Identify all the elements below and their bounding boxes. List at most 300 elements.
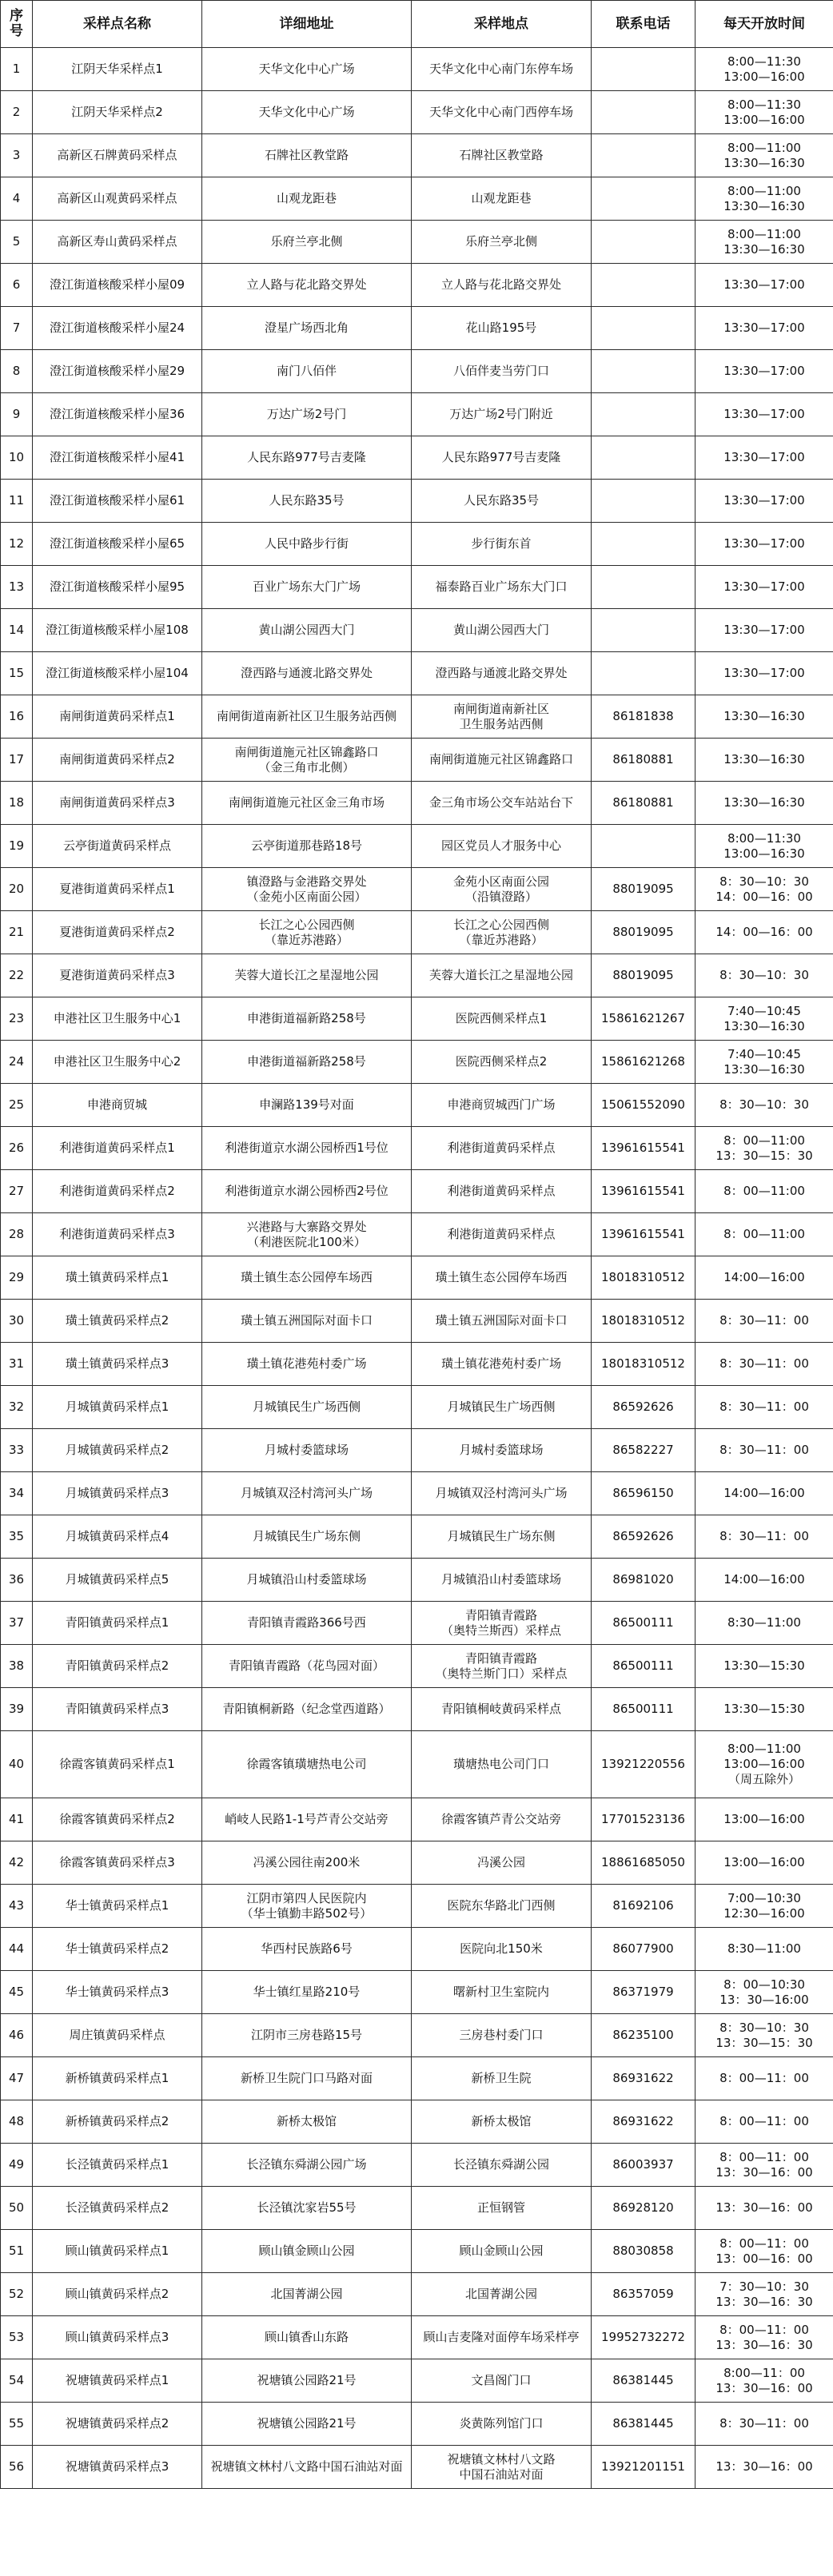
cell-site-name: 夏港街道黄码采样点3 — [33, 954, 202, 997]
cell-site-name: 长泾镇黄码采样点2 — [33, 2187, 202, 2230]
cell-hours: 7:40—10:45 13:30—16:30 — [695, 997, 833, 1041]
table-row — [1, 264, 833, 307]
cell-address: 月城村委篮球场 — [202, 1429, 412, 1472]
cell-phone: 86592626 — [592, 1386, 695, 1429]
cell-site-name: 利港街道黄码采样点3 — [33, 1213, 202, 1256]
cell-address: 青阳镇青霞路366号西 — [202, 1602, 412, 1645]
cell-site-name: 澄江街道核酸采样小屋108 — [33, 609, 202, 652]
cell-hours: 13：30—16：00 — [695, 2187, 833, 2230]
cell-address: 南闸街道南新社区卫生服务站西侧 — [202, 695, 412, 739]
cell-hours: 8：00—11：00 13：30—16：00 — [695, 2144, 833, 2187]
cell-address: 青阳镇桐新路（纪念堂西道路） — [202, 1688, 412, 1731]
cell-hours: 8：30—11：00 — [695, 2403, 833, 2446]
cell-phone: 15861621268 — [592, 1041, 695, 1084]
cell-phone: 88030858 — [592, 2230, 695, 2273]
cell-hours: 13:00—16:00 — [695, 1841, 833, 1885]
cell-address: 天华文化中心广场 — [202, 91, 412, 134]
cell-address: 北国菁湖公园 — [202, 2273, 412, 2316]
cell-address: 月城镇双泾村湾河头广场 — [202, 1472, 412, 1515]
cell-location: 天华文化中心南门西停车场 — [412, 91, 592, 134]
cell-index: 40 — [1, 1731, 33, 1798]
table-row — [1, 2359, 833, 2403]
cell-address: 申港街道福新路258号 — [202, 1041, 412, 1084]
cell-location: 利港街道黄码采样点 — [412, 1213, 592, 1256]
cell-phone: 13961615541 — [592, 1213, 695, 1256]
cell-location: 月城镇民生广场西侧 — [412, 1386, 592, 1429]
cell-index: 2 — [1, 91, 33, 134]
cell-phone: 81692106 — [592, 1885, 695, 1928]
cell-location: 黄山湖公园西大门 — [412, 609, 592, 652]
cell-phone — [592, 134, 695, 177]
cell-index: 20 — [1, 868, 33, 911]
cell-phone — [592, 221, 695, 264]
cell-phone: 86928120 — [592, 2187, 695, 2230]
cell-address: 人民东路977号吉麦隆 — [202, 436, 412, 480]
cell-address: 月城镇民生广场东侧 — [202, 1515, 412, 1559]
cell-index: 56 — [1, 2446, 33, 2489]
cell-index: 15 — [1, 652, 33, 695]
cell-address: 祝塘镇公园路21号 — [202, 2359, 412, 2403]
cell-phone: 86180881 — [592, 782, 695, 825]
cell-hours: 14:00—16:00 — [695, 1256, 833, 1300]
cell-location: 冯溪公园 — [412, 1841, 592, 1885]
cell-hours: 13:30—17:00 — [695, 264, 833, 307]
cell-location: 乐府兰亭北侧 — [412, 221, 592, 264]
cell-index: 37 — [1, 1602, 33, 1645]
cell-address: 新桥卫生院门口马路对面 — [202, 2057, 412, 2100]
cell-phone — [592, 91, 695, 134]
cell-hours: 8：00—11：00 — [695, 2100, 833, 2144]
header-site-name: 采样点名称 — [33, 1, 202, 48]
cell-index: 32 — [1, 1386, 33, 1429]
cell-address: 乐府兰亭北侧 — [202, 221, 412, 264]
cell-index: 35 — [1, 1515, 33, 1559]
cell-address: 百业广场东大门广场 — [202, 566, 412, 609]
cell-site-name: 南闸街道黄码采样点3 — [33, 782, 202, 825]
cell-phone — [592, 523, 695, 566]
table-row — [1, 1300, 833, 1343]
cell-address: 人民中路步行街 — [202, 523, 412, 566]
cell-phone: 86180881 — [592, 739, 695, 782]
cell-index: 29 — [1, 1256, 33, 1300]
cell-index: 51 — [1, 2230, 33, 2273]
cell-phone — [592, 609, 695, 652]
cell-location: 新桥卫生院 — [412, 2057, 592, 2100]
cell-phone: 86371979 — [592, 1971, 695, 2014]
cell-phone: 86500111 — [592, 1602, 695, 1645]
cell-site-name: 夏港街道黄码采样点1 — [33, 868, 202, 911]
cell-site-name: 新桥镇黄码采样点2 — [33, 2100, 202, 2144]
cell-site-name: 徐霞客镇黄码采样点1 — [33, 1731, 202, 1798]
cell-location: 顾山金顾山公园 — [412, 2230, 592, 2273]
cell-hours: 14:00—16:00 — [695, 1559, 833, 1602]
cell-hours: 13:30—17:00 — [695, 652, 833, 695]
header-address: 详细地址 — [202, 1, 412, 48]
table-row — [1, 91, 833, 134]
cell-location: 璜土镇五洲国际对面卡口 — [412, 1300, 592, 1343]
cell-address: 江阴市三房巷路15号 — [202, 2014, 412, 2057]
cell-hours: 8:00—11:00 13:30—16:30 — [695, 177, 833, 221]
cell-index: 34 — [1, 1472, 33, 1515]
cell-hours: 8:00—11:00 13:00—16:00 （周五除外） — [695, 1731, 833, 1798]
table-row — [1, 48, 833, 91]
cell-location: 长泾镇东舜湖公园 — [412, 2144, 592, 2187]
table-row — [1, 1213, 833, 1256]
cell-phone: 18018310512 — [592, 1256, 695, 1300]
cell-address: 月城镇沿山村委篮球场 — [202, 1559, 412, 1602]
cell-index: 21 — [1, 911, 33, 954]
cell-site-name: 璜土镇黄码采样点2 — [33, 1300, 202, 1343]
table-row — [1, 221, 833, 264]
cell-phone: 18018310512 — [592, 1343, 695, 1386]
cell-hours: 13:30—17:00 — [695, 307, 833, 350]
cell-location: 青阳镇青霞路 （奥特兰斯西）采样点 — [412, 1602, 592, 1645]
cell-location: 医院东华路北门西侧 — [412, 1885, 592, 1928]
cell-hours: 14:00—16:00 — [695, 1472, 833, 1515]
table-row — [1, 393, 833, 436]
cell-location: 祝塘镇文林村八文路 中国石油站对面 — [412, 2446, 592, 2489]
table-row — [1, 1515, 833, 1559]
cell-hours: 8:00—11:30 13:00—16:00 — [695, 91, 833, 134]
cell-location: 山观龙距巷 — [412, 177, 592, 221]
cell-phone: 88019095 — [592, 954, 695, 997]
table-row — [1, 1798, 833, 1841]
header-hours: 每天开放时间 — [695, 1, 833, 48]
cell-site-name: 华士镇黄码采样点3 — [33, 1971, 202, 2014]
cell-site-name: 澄江街道核酸采样小屋29 — [33, 350, 202, 393]
cell-site-name: 澄江街道核酸采样小屋61 — [33, 480, 202, 523]
cell-hours: 13:30—17:00 — [695, 436, 833, 480]
cell-phone: 86596150 — [592, 1472, 695, 1515]
table-row — [1, 1731, 833, 1798]
cell-phone: 15061552090 — [592, 1084, 695, 1127]
cell-location: 璜土镇生态公园停车场西 — [412, 1256, 592, 1300]
cell-hours: 13:30—17:00 — [695, 523, 833, 566]
cell-site-name: 周庄镇黄码采样点 — [33, 2014, 202, 2057]
cell-address: 利港街道京水湖公园桥西2号位 — [202, 1170, 412, 1213]
table-row — [1, 609, 833, 652]
cell-phone: 86381445 — [592, 2403, 695, 2446]
cell-location: 步行街东首 — [412, 523, 592, 566]
cell-index: 19 — [1, 825, 33, 868]
cell-site-name: 云亭街道黄码采样点 — [33, 825, 202, 868]
cell-phone: 86592626 — [592, 1515, 695, 1559]
cell-hours: 13:30—16:30 — [695, 782, 833, 825]
cell-location: 芙蓉大道长江之星湿地公园 — [412, 954, 592, 997]
cell-location: 三房巷村委门口 — [412, 2014, 592, 2057]
cell-index: 55 — [1, 2403, 33, 2446]
cell-location: 月城镇双泾村湾河头广场 — [412, 1472, 592, 1515]
cell-phone — [592, 177, 695, 221]
cell-hours: 8：30—10：30 — [695, 1084, 833, 1127]
cell-index: 28 — [1, 1213, 33, 1256]
cell-location: 璜塘热电公司门口 — [412, 1731, 592, 1798]
cell-phone: 86077900 — [592, 1928, 695, 1971]
cell-location: 徐霞客镇芦青公交站旁 — [412, 1798, 592, 1841]
cell-location: 北国菁湖公园 — [412, 2273, 592, 2316]
cell-site-name: 申港商贸城 — [33, 1084, 202, 1127]
table-row — [1, 2144, 833, 2187]
cell-location: 文昌阁门口 — [412, 2359, 592, 2403]
cell-site-name: 澄江街道核酸采样小屋104 — [33, 652, 202, 695]
cell-hours: 13：30—16：00 — [695, 2446, 833, 2489]
cell-phone — [592, 436, 695, 480]
cell-site-name: 徐霞客镇黄码采样点3 — [33, 1841, 202, 1885]
table-row — [1, 1041, 833, 1084]
table-row — [1, 2273, 833, 2316]
cell-phone: 15861621267 — [592, 997, 695, 1041]
cell-hours: 8：30—11：00 — [695, 1386, 833, 1429]
cell-index: 44 — [1, 1928, 33, 1971]
cell-index: 27 — [1, 1170, 33, 1213]
cell-site-name: 璜土镇黄码采样点1 — [33, 1256, 202, 1300]
cell-address: 青阳镇青霞路（花鸟园对面） — [202, 1645, 412, 1688]
cell-phone — [592, 480, 695, 523]
cell-index: 42 — [1, 1841, 33, 1885]
cell-phone: 13961615541 — [592, 1170, 695, 1213]
cell-hours: 8：00—11：00 13：30—16：30 — [695, 2316, 833, 2359]
cell-site-name: 祝塘镇黄码采样点1 — [33, 2359, 202, 2403]
cell-index: 23 — [1, 997, 33, 1041]
cell-hours: 13:30—16:30 — [695, 695, 833, 739]
cell-site-name: 祝塘镇黄码采样点2 — [33, 2403, 202, 2446]
table-row — [1, 307, 833, 350]
table-row — [1, 1256, 833, 1300]
cell-index: 43 — [1, 1885, 33, 1928]
cell-index: 18 — [1, 782, 33, 825]
table-row — [1, 1472, 833, 1515]
cell-phone — [592, 48, 695, 91]
cell-hours: 8:30—11:00 — [695, 1602, 833, 1645]
table-row — [1, 2014, 833, 2057]
table-row — [1, 2316, 833, 2359]
cell-address: 华西村民族路6号 — [202, 1928, 412, 1971]
cell-index: 45 — [1, 1971, 33, 2014]
cell-hours: 8：30—10：30 14：00—16：00 — [695, 868, 833, 911]
cell-phone: 86500111 — [592, 1645, 695, 1688]
table-header-row — [1, 1, 833, 48]
cell-index: 9 — [1, 393, 33, 436]
table-row — [1, 911, 833, 954]
cell-phone: 86981020 — [592, 1559, 695, 1602]
cell-index: 41 — [1, 1798, 33, 1841]
cell-location: 利港街道黄码采样点 — [412, 1127, 592, 1170]
table-row — [1, 350, 833, 393]
table-row — [1, 868, 833, 911]
cell-phone — [592, 825, 695, 868]
cell-index: 50 — [1, 2187, 33, 2230]
cell-site-name: 澄江街道核酸采样小屋09 — [33, 264, 202, 307]
cell-index: 26 — [1, 1127, 33, 1170]
cell-index: 13 — [1, 566, 33, 609]
cell-phone: 86357059 — [592, 2273, 695, 2316]
cell-index: 47 — [1, 2057, 33, 2100]
cell-hours: 8：00—11：00 — [695, 2057, 833, 2100]
cell-site-name: 月城镇黄码采样点1 — [33, 1386, 202, 1429]
cell-location: 青阳镇桐岐黄码采样点 — [412, 1688, 592, 1731]
cell-address: 申澜路139号对面 — [202, 1084, 412, 1127]
cell-phone: 86500111 — [592, 1688, 695, 1731]
cell-site-name: 澄江街道核酸采样小屋95 — [33, 566, 202, 609]
cell-site-name: 高新区山观黄码采样点 — [33, 177, 202, 221]
cell-hours: 13:30—16:30 — [695, 739, 833, 782]
cell-hours: 8：30—11：00 — [695, 1429, 833, 1472]
table-row — [1, 2230, 833, 2273]
cell-phone — [592, 652, 695, 695]
cell-phone: 86381445 — [592, 2359, 695, 2403]
cell-phone — [592, 350, 695, 393]
cell-location: 万达广场2号门附近 — [412, 393, 592, 436]
cell-index: 25 — [1, 1084, 33, 1127]
cell-phone — [592, 307, 695, 350]
cell-address: 江阴市第四人民医院内 （华士镇勤丰路502号） — [202, 1885, 412, 1928]
cell-address: 黄山湖公园西大门 — [202, 609, 412, 652]
cell-index: 54 — [1, 2359, 33, 2403]
table-row — [1, 1386, 833, 1429]
cell-index: 46 — [1, 2014, 33, 2057]
cell-address: 澄星广场西北角 — [202, 307, 412, 350]
cell-hours: 14：00—16：00 — [695, 911, 833, 954]
cell-index: 6 — [1, 264, 33, 307]
cell-site-name: 南闸街道黄码采样点2 — [33, 739, 202, 782]
cell-index: 33 — [1, 1429, 33, 1472]
cell-location: 月城镇民生广场东侧 — [412, 1515, 592, 1559]
cell-hours: 7:40—10:45 13:30—16:30 — [695, 1041, 833, 1084]
cell-address: 徐霞客镇璜塘热电公司 — [202, 1731, 412, 1798]
cell-location: 医院西侧采样点2 — [412, 1041, 592, 1084]
cell-address: 天华文化中心广场 — [202, 48, 412, 91]
cell-phone: 13961615541 — [592, 1127, 695, 1170]
cell-phone: 88019095 — [592, 911, 695, 954]
cell-location: 八佰伴麦当劳门口 — [412, 350, 592, 393]
table-row — [1, 1928, 833, 1971]
cell-index: 53 — [1, 2316, 33, 2359]
cell-address: 长泾镇东舜湖公园广场 — [202, 2144, 412, 2187]
cell-index: 49 — [1, 2144, 33, 2187]
cell-hours: 13:30—17:00 — [695, 350, 833, 393]
table-row — [1, 825, 833, 868]
cell-location: 福泰路百业广场东大门口 — [412, 566, 592, 609]
cell-site-name: 利港街道黄码采样点1 — [33, 1127, 202, 1170]
cell-site-name: 高新区寿山黄码采样点 — [33, 221, 202, 264]
table-row — [1, 2100, 833, 2144]
table-body — [1, 48, 833, 2489]
cell-hours: 13:30—15:30 — [695, 1688, 833, 1731]
cell-location: 正恒钢管 — [412, 2187, 592, 2230]
table-row — [1, 1343, 833, 1386]
cell-location: 人民东路977号吉麦隆 — [412, 436, 592, 480]
cell-address: 石牌社区教堂路 — [202, 134, 412, 177]
cell-site-name: 江阴天华采样点2 — [33, 91, 202, 134]
cell-phone: 13921201151 — [592, 2446, 695, 2489]
table-row — [1, 1170, 833, 1213]
cell-location: 园区党员人才服务中心 — [412, 825, 592, 868]
cell-phone: 86931622 — [592, 2057, 695, 2100]
cell-hours: 13:30—15:30 — [695, 1645, 833, 1688]
table-row — [1, 695, 833, 739]
table-row — [1, 1602, 833, 1645]
cell-site-name: 月城镇黄码采样点4 — [33, 1515, 202, 1559]
cell-index: 3 — [1, 134, 33, 177]
cell-site-name: 高新区石牌黄码采样点 — [33, 134, 202, 177]
cell-address: 冯溪公园往南200米 — [202, 1841, 412, 1885]
table-row — [1, 523, 833, 566]
table-row — [1, 2187, 833, 2230]
cell-address: 新桥太极馆 — [202, 2100, 412, 2144]
table-row — [1, 2403, 833, 2446]
table-row — [1, 2446, 833, 2489]
cell-location: 月城镇沿山村委篮球场 — [412, 1559, 592, 1602]
cell-index: 8 — [1, 350, 33, 393]
cell-site-name: 申港社区卫生服务中心1 — [33, 997, 202, 1041]
cell-index: 10 — [1, 436, 33, 480]
cell-site-name: 月城镇黄码采样点3 — [33, 1472, 202, 1515]
cell-location: 璜土镇花港苑村委广场 — [412, 1343, 592, 1386]
cell-phone: 88019095 — [592, 868, 695, 911]
cell-address: 璜土镇五洲国际对面卡口 — [202, 1300, 412, 1343]
cell-site-name: 青阳镇黄码采样点2 — [33, 1645, 202, 1688]
cell-location: 利港街道黄码采样点 — [412, 1170, 592, 1213]
table-row — [1, 177, 833, 221]
cell-address: 祝塘镇文林村八文路中国石油站对面 — [202, 2446, 412, 2489]
cell-site-name: 利港街道黄码采样点2 — [33, 1170, 202, 1213]
cell-site-name: 华士镇黄码采样点2 — [33, 1928, 202, 1971]
cell-index: 30 — [1, 1300, 33, 1343]
cell-site-name: 月城镇黄码采样点5 — [33, 1559, 202, 1602]
cell-hours: 8：30—11：00 — [695, 1300, 833, 1343]
cell-index: 5 — [1, 221, 33, 264]
cell-site-name: 澄江街道核酸采样小屋36 — [33, 393, 202, 436]
cell-phone: 18861685050 — [592, 1841, 695, 1885]
cell-index: 4 — [1, 177, 33, 221]
cell-site-name: 江阴天华采样点1 — [33, 48, 202, 91]
cell-hours: 8：00—11:00 — [695, 1213, 833, 1256]
cell-location: 申港商贸城西门广场 — [412, 1084, 592, 1127]
table-row — [1, 436, 833, 480]
cell-site-name: 新桥镇黄码采样点1 — [33, 2057, 202, 2100]
cell-address: 利港街道京水湖公园桥西1号位 — [202, 1127, 412, 1170]
cell-hours: 13:30—17:00 — [695, 480, 833, 523]
cell-index: 38 — [1, 1645, 33, 1688]
cell-location: 炎黄陈列馆门口 — [412, 2403, 592, 2446]
cell-location: 天华文化中心南门东停车场 — [412, 48, 592, 91]
table-row — [1, 1885, 833, 1928]
cell-location: 新桥太极馆 — [412, 2100, 592, 2144]
cell-hours: 8:00—11:30 13:00—16:30 — [695, 825, 833, 868]
cell-location: 南闸街道施元社区锦鑫路口 — [412, 739, 592, 782]
cell-phone: 86582227 — [592, 1429, 695, 1472]
cell-phone: 86003937 — [592, 2144, 695, 2187]
cell-location: 石牌社区教堂路 — [412, 134, 592, 177]
cell-index: 48 — [1, 2100, 33, 2144]
cell-location: 月城村委篮球场 — [412, 1429, 592, 1472]
cell-location: 人民东路35号 — [412, 480, 592, 523]
cell-address: 璜土镇花港苑村委广场 — [202, 1343, 412, 1386]
cell-site-name: 青阳镇黄码采样点1 — [33, 1602, 202, 1645]
cell-phone — [592, 566, 695, 609]
cell-address: 祝塘镇公园路21号 — [202, 2403, 412, 2446]
cell-site-name: 顾山镇黄码采样点1 — [33, 2230, 202, 2273]
table-row — [1, 1645, 833, 1688]
cell-location: 花山路195号 — [412, 307, 592, 350]
cell-index: 22 — [1, 954, 33, 997]
cell-location: 澄西路与通渡北路交界处 — [412, 652, 592, 695]
table-row — [1, 134, 833, 177]
table-row — [1, 997, 833, 1041]
cell-site-name: 申港社区卫生服务中心2 — [33, 1041, 202, 1084]
cell-phone: 18018310512 — [592, 1300, 695, 1343]
cell-hours: 13:30—17:00 — [695, 393, 833, 436]
